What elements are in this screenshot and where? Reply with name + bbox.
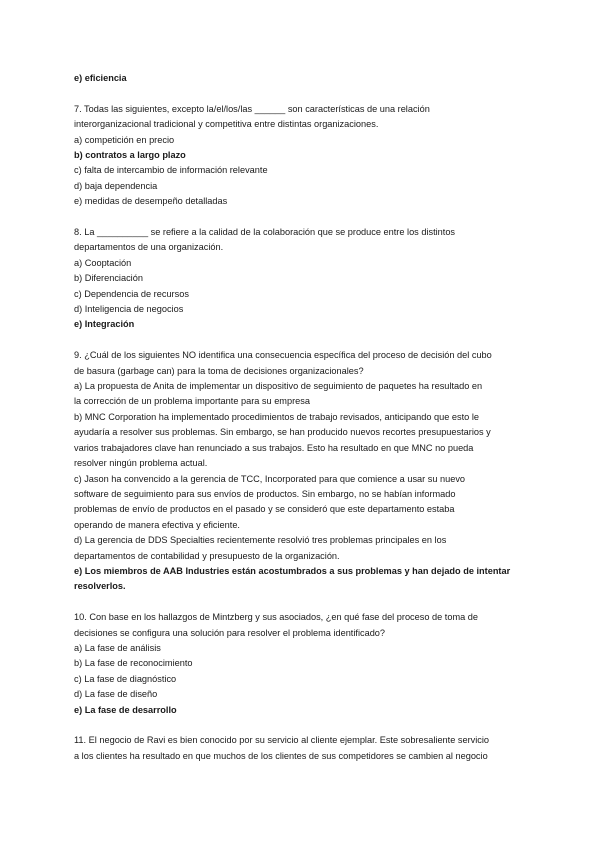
document-content [74, 71, 534, 764]
question-7 [74, 102, 534, 210]
question-stem: a los clientes ha resultado en que muchos de los clientes de sus competidores se cambien al negocio [74, 750, 488, 761]
option-c: problemas de envío de productos en el pasado y se consideró que este departamento estaba [74, 504, 455, 515]
option-d: d) Inteligencia de negocios [74, 304, 184, 315]
option-d: d) baja dependencia [74, 180, 158, 191]
option-a: a) Cooptación [74, 257, 132, 268]
question-stem: 8. La __________ se refiere a la calidad de la colaboración que se produce entre los distintos [74, 227, 456, 238]
option-e: e) medidas de desempeño detalladas [74, 196, 228, 207]
option-a: a) La fase de análisis [74, 642, 161, 653]
option-b-correct: b) contratos a largo plazo [74, 150, 186, 161]
option-d: d) La fase de diseño [74, 689, 158, 700]
question-stem: de basura (garbage can) para la toma de decisiones organizacionales? [74, 365, 364, 376]
option-b: ayudaría a resolver sus problemas. Sin embargo, se han producido nuevos recortes presupuestarios y [74, 427, 491, 438]
question-8 [74, 225, 534, 333]
option-e-correct: e) La fase de desarrollo [74, 704, 177, 715]
option-b: resolver ningún problema actual. [74, 458, 208, 469]
question-11 [74, 733, 534, 764]
question-stem: 7. Todas las siguientes, excepto la/el/los/las ______ son características de una relación [74, 103, 430, 114]
option-b: b) La fase de reconocimiento [74, 658, 193, 669]
option-a: a) La propuesta de Anita de implementar un dispositivo de seguimiento de paquetes ha resultado en [74, 381, 483, 392]
option-c: c) Jason ha convencido a la gerencia de TCC, Incorporated para que comience a usar su nuevo [74, 473, 466, 484]
option-c: c) La fase de diagnóstico [74, 673, 177, 684]
option-e-correct: e) Los miembros de AAB Industries están acostumbrados a sus problemas y han dejado de intentar [74, 565, 511, 576]
option-a: a) competición en precio [74, 134, 175, 145]
question-stem: decisiones se configura una solución para resolver el problema identificado? [74, 627, 386, 638]
question-stem: 11. El negocio de Ravi es bien conocido por su servicio al cliente ejemplar. Este sobresaliente servicio [74, 735, 490, 746]
option-b: b) Diferenciación [74, 273, 143, 284]
question-stem: 10. Con base en los hallazgos de Mintzberg y sus asociados, ¿en qué fase del proceso de toma de [74, 612, 478, 623]
option-c: c) Dependencia de recursos [74, 288, 189, 299]
question-stem: departamentos de una organización. [74, 242, 224, 253]
option-b: varios trabajadores clave han renunciado a sus trabajos. Esto ha resultado en que MNC no pueda [74, 442, 474, 453]
option-a: la corrección de un problema importante para su empresa [74, 396, 310, 407]
question-9 [74, 348, 534, 595]
question-stem: interorganizacional tradicional y competitiva entre distintas organizaciones. [74, 119, 379, 130]
option-c: c) falta de intercambio de información relevante [74, 165, 268, 176]
option-d: departamentos de contabilidad y presupuesto de la organización. [74, 550, 340, 561]
option-c: operando de manera efectiva y eficiente. [74, 519, 240, 530]
option-d: d) La gerencia de DDS Specialties recientemente resolvió tres problemas principales en los [74, 535, 447, 546]
option-b: b) MNC Corporation ha implementado procedimientos de trabajo revisados, anticipando que esto le [74, 411, 479, 422]
question-10 [74, 610, 534, 718]
option-e-correct: resolverlos. [74, 581, 126, 592]
question-stem: 9. ¿Cuál de los siguientes NO identifica una consecuencia específica del proceso de decisión del cubo [74, 350, 492, 361]
option-e-correct: e) Integración [74, 319, 135, 330]
option-c: software de seguimiento para sus envíos de productos. Sin embargo, no se habían informado [74, 488, 456, 499]
q6-answer-e: e) eficiencia [74, 73, 127, 83]
